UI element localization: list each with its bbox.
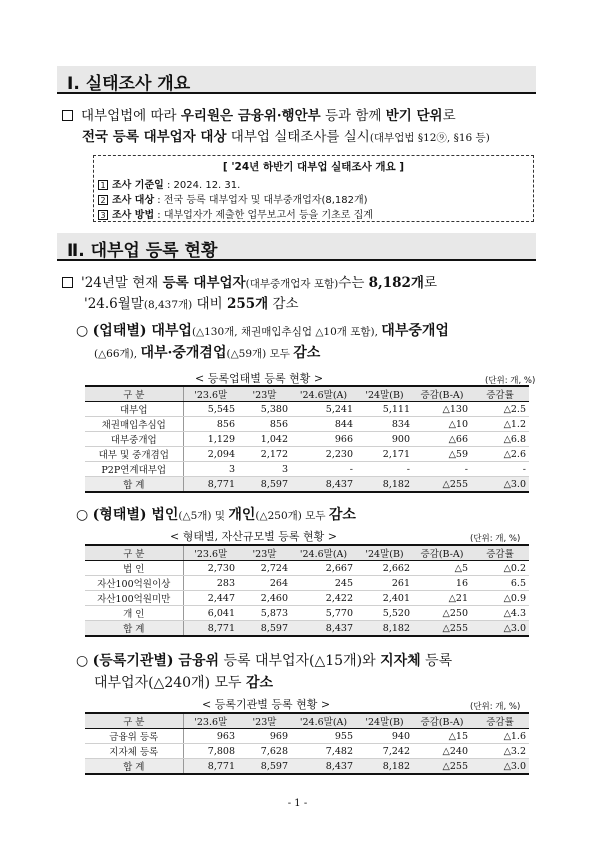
overview-line-2: '24.6월말(8,437개) 대비 255개 감소: [84, 296, 299, 312]
table-row: 대부 및 중개겸업 2,094 2,172 2,230 2,171 △59 △2.6: [85, 447, 529, 462]
summary-title: [ '24년 하반기 대부업 실태조사 개요 ]: [222, 161, 405, 173]
summary-item: 3 조사 방법 : 대부업자가 제출한 업무보고서 등을 기초로 집계: [98, 206, 373, 221]
table-by-registration-authority: [85, 712, 529, 775]
section-1-header: [57, 66, 536, 94]
sub2-line: ○ (형태별) 법인(△5개) 및 개인(△250개) 모두 감소: [76, 507, 356, 523]
table-total-row: 합 계 8,771 8,597 8,437 8,182 △255 △3.0: [85, 759, 529, 775]
table3-unit: (단위: 개, %): [470, 702, 521, 712]
table-header-row: 구 분 '23.6말 '23말 '24.6말(A) '24말(B) 증감(B-A) 증감률: [85, 713, 529, 729]
intro-line-2: 전국 등록 대부업자 대상 대부업 실태조사를 실시(대부업법 §12⑨, §16 등): [82, 129, 490, 145]
overview-line-1: '24년말 현재 등록 대부업자(대부중개업자 포함)수는 8,182개로: [62, 273, 437, 294]
table1-caption: < 등록업태별 등록 현황 >: [195, 372, 324, 385]
section-2-header: [57, 233, 536, 261]
sub1-line-2: (△66개), 대부·중개겸업(△59개) 모두 감소: [94, 345, 321, 361]
table2-unit: (단위: 개, %): [470, 534, 521, 544]
summary-item: 2 조사 대상 : 전국 등록 대부업자 및 대부중개업자(8,182개): [98, 191, 368, 206]
table-row: 자산100억원이상 283 264 245 261 16 6.5: [85, 576, 529, 591]
section-2-title: Ⅱ. 대부업 등록 현황: [67, 241, 218, 261]
table-row: 법 인 2,730 2,724 2,667 2,662 △5 △0.2: [85, 561, 529, 576]
table-total-row: 합 계 8,771 8,597 8,437 8,182 △255 △3.0: [85, 621, 529, 637]
table2-caption: < 형태별, 자산규모별 등록 현황 >: [170, 530, 337, 543]
table-row: 대부업 5,545 5,380 5,241 5,111 △130 △2.5: [85, 402, 529, 417]
table-total-row: 합 계 8,771 8,597 8,437 8,182 △255 △3.0: [85, 477, 529, 493]
checkbox-square-icon: [62, 110, 73, 121]
table-row: 금융위 등록 963 969 955 940 △15 △1.6: [85, 729, 529, 744]
table-row: 대부중개업 1,129 1,042 966 900 △66 △6.8: [85, 432, 529, 447]
checkbox-square-icon: [62, 277, 73, 288]
table1-unit: (단위: 개, %): [485, 376, 536, 386]
table-row: 채권매입추심업 856 856 844 834 △10 △1.2: [85, 417, 529, 432]
page-number: - 1 -: [287, 798, 308, 809]
table-row: 지자체 등록 7,808 7,628 7,482 7,242 △240 △3.2: [85, 744, 529, 759]
sub3-line-1: ○ (등록기관별) 금융위 등록 대부업자(△15개)와 지자체 등록: [76, 653, 453, 669]
table-by-business-type: [85, 385, 529, 493]
table-by-entity-type: [85, 544, 529, 637]
table-row: 개 인 6,041 5,873 5,770 5,520 △250 △4.3: [85, 606, 529, 621]
table-header-row: 구 분 '23.6말 '23말 '24.6말(A) '24말(B) 증감(B-A) 증감률: [85, 545, 529, 561]
table-row: P2P연계대부업 3 3 - - - -: [85, 462, 529, 477]
intro-line-1: 대부업법에 따라 우리원은 금융위·행안부 등과 함께 반기 단위로: [62, 106, 456, 126]
survey-summary-box: [93, 155, 534, 222]
table3-caption: < 등록기관별 등록 현황 >: [202, 698, 331, 711]
sub3-line-2: 대부업자(△240개) 모두 감소: [94, 675, 274, 691]
table-row: 자산100억원미만 2,447 2,460 2,422 2,401 △21 △0.9: [85, 591, 529, 606]
summary-item: 1 조사 기준일 : 2024. 12. 31.: [98, 176, 240, 191]
sub1-line-1: ○ (업태별) 대부업(△130개, 채권매입추심업 △10개 포함), 대부중개업: [76, 323, 449, 339]
section-1-title: Ⅰ. 실태조사 개요: [67, 74, 191, 94]
table-header-row: 구 분 '23.6말 '23말 '24.6말(A) '24말(B) 증감(B-A) 증감률: [85, 386, 529, 402]
